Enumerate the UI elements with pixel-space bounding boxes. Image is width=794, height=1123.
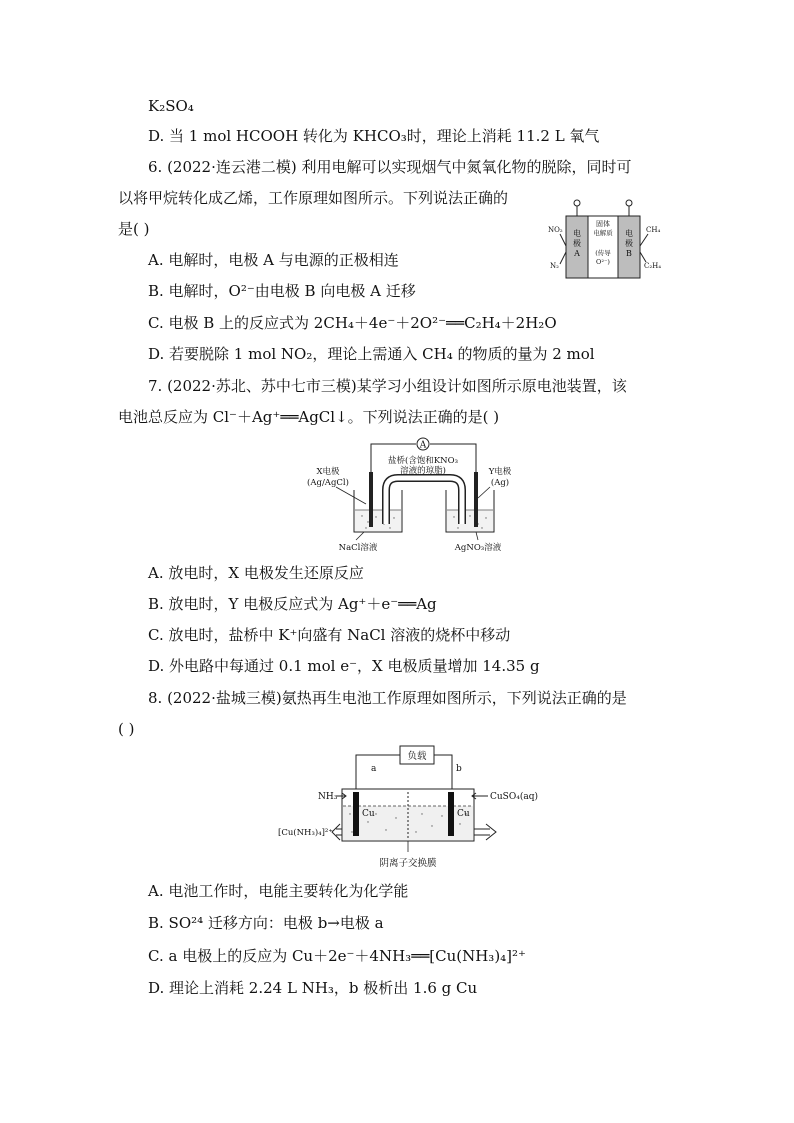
membrane-label: 阴离子交换膜 bbox=[379, 858, 437, 869]
q6-stem-line2: 以将甲烷转化成乙烯，工作原理如图所示。下列说法正确的 bbox=[118, 189, 509, 207]
label-b: b bbox=[456, 764, 462, 774]
q8-option-d: D. 理论上消耗 2.24 L NH₃，b 极析出 1.6 g Cu bbox=[148, 979, 478, 997]
q6-electrolysis-diagram bbox=[540, 198, 680, 282]
q7-option-c: C. 放电时，盐桥中 K⁺向盛有 NaCl 溶液的烧杯中移动 bbox=[148, 626, 511, 644]
x-electrode-label-1: X电极 bbox=[316, 467, 340, 477]
label-c2h4: C₂H₄ bbox=[644, 262, 662, 270]
electrolyte-label-2: 电解质 bbox=[593, 229, 613, 237]
label-ch4: CH₄ bbox=[646, 226, 661, 234]
q6-option-d: D. 若要脱除 1 mol NO₂，理论上需通入 CH₄ 的物质的量为 2 mol bbox=[148, 345, 595, 363]
cu-electrode-a bbox=[353, 792, 359, 836]
complex-ion-label: [Cu(NH₃)₄]²⁺ bbox=[278, 828, 333, 838]
label-a: a bbox=[371, 764, 377, 774]
electrode-b-label-3: B bbox=[626, 249, 632, 258]
q8-option-b: B. SO²⁴ 迁移方向：电极 b→电极 a bbox=[148, 914, 384, 932]
electrode-a-label-3: A bbox=[574, 249, 580, 258]
cu-electrode-b bbox=[448, 792, 454, 836]
salt-bridge-label-2: 溶液的琼脂) bbox=[400, 466, 446, 476]
cu-right-label: Cu bbox=[457, 809, 470, 819]
arrow-ch4-in bbox=[640, 234, 648, 246]
q5-option-d: D. 当 1 mol HCOOH 转化为 KHCO₃时，理论上消耗 11.2 L 氧气 bbox=[148, 127, 600, 145]
salt-bridge-label-1: 盐桥(含饱和KNO₃ bbox=[388, 456, 458, 466]
nacl-solution-label: NaCl溶液 bbox=[338, 543, 378, 553]
q7-stem-line2: 电池总反应为 Cl⁻＋Ag⁺══AgCl↓。下列说法正确的是( ) bbox=[118, 408, 500, 426]
q6-option-a: A. 电解时，电极 A 与电源的正极相连 bbox=[148, 251, 399, 269]
electrode-b-label-2: 极 bbox=[625, 239, 633, 248]
q5-k2so4: K₂SO₄ bbox=[148, 97, 194, 115]
right-solution bbox=[447, 510, 493, 531]
left-solution bbox=[355, 510, 401, 531]
electrode-a-label-2: 极 bbox=[573, 239, 581, 248]
y-electrode bbox=[474, 472, 478, 527]
q8-option-c: C. a 电极上的反应为 Cu＋2e⁻＋4NH₃══[Cu(NH₃)₄]²⁺ bbox=[148, 947, 526, 965]
agno3-solution-label: AgNO₃溶液 bbox=[454, 543, 502, 553]
q6-option-c: C. 电极 B 上的反应式为 2CH₄＋4e⁻＋2O²⁻══C₂H₄＋2H₂O bbox=[148, 314, 557, 332]
arrow-no2-in bbox=[560, 234, 566, 246]
q8-stem-line1: 8. (2022·盐城三模)氨热再生电池工作原理如图所示，下列说法正确的是 bbox=[148, 689, 627, 707]
y-electrode-label-1: Y电极 bbox=[488, 467, 512, 477]
cu-left-label: Cu bbox=[362, 809, 375, 819]
q7-option-a: A. 放电时，X 电极发生还原反应 bbox=[148, 564, 364, 582]
arrow-c2h4-out bbox=[640, 252, 646, 262]
electrolyte-label-3: (传导 bbox=[595, 249, 611, 257]
nh3-label: NH₃ bbox=[318, 792, 338, 802]
cuso4-label: CuSO₄(aq) bbox=[490, 792, 538, 802]
arrow-n2-out bbox=[560, 252, 566, 264]
q8-ammonia-battery-diagram bbox=[276, 744, 556, 874]
electrolyte-label-4: O²⁻) bbox=[596, 258, 610, 266]
electrolyte-label-1: 固体 bbox=[596, 220, 610, 228]
q7-option-b: B. 放电时，Y 电极反应式为 Ag⁺＋e⁻══Ag bbox=[148, 595, 437, 613]
q7-option-d: D. 外电路中每通过 0.1 mol e⁻，X 电极质量增加 14.35 g bbox=[148, 657, 540, 675]
load-label: 负载 bbox=[407, 751, 427, 762]
ammeter-label: A bbox=[419, 440, 427, 451]
q8-stem-line2: ( ) bbox=[118, 720, 135, 738]
q6-stem-line3: 是( ) bbox=[118, 220, 150, 238]
complex-outlet-arrow bbox=[332, 824, 340, 840]
q6-option-b: B. 电解时，O²⁻由电极 B 向电极 A 迁移 bbox=[148, 282, 416, 300]
x-electrode-label-2: (Ag/AgCl) bbox=[307, 478, 349, 488]
label-no2: NO₂ bbox=[548, 226, 563, 234]
q6-stem-line1: 6. (2022·连云港二模) 利用电解可以实现烟气中氮氧化物的脱除，同时可 bbox=[148, 158, 632, 176]
q7-galvanic-cell-diagram bbox=[306, 432, 526, 554]
q7-stem-line1: 7. (2022·苏北、苏中七市三模)某学习小组设计如图所示原电池装置，该 bbox=[148, 377, 627, 395]
x-electrode bbox=[369, 472, 373, 527]
label-n2: N₂ bbox=[550, 262, 559, 270]
q8-option-a: A. 电池工作时，电能主要转化为化学能 bbox=[148, 882, 409, 900]
electrode-a-label-1: 电 bbox=[573, 229, 581, 238]
y-electrode-label-2: (Ag) bbox=[490, 478, 510, 488]
right-outlet-arrow bbox=[486, 824, 496, 840]
electrode-b-label-1: 电 bbox=[625, 229, 633, 238]
